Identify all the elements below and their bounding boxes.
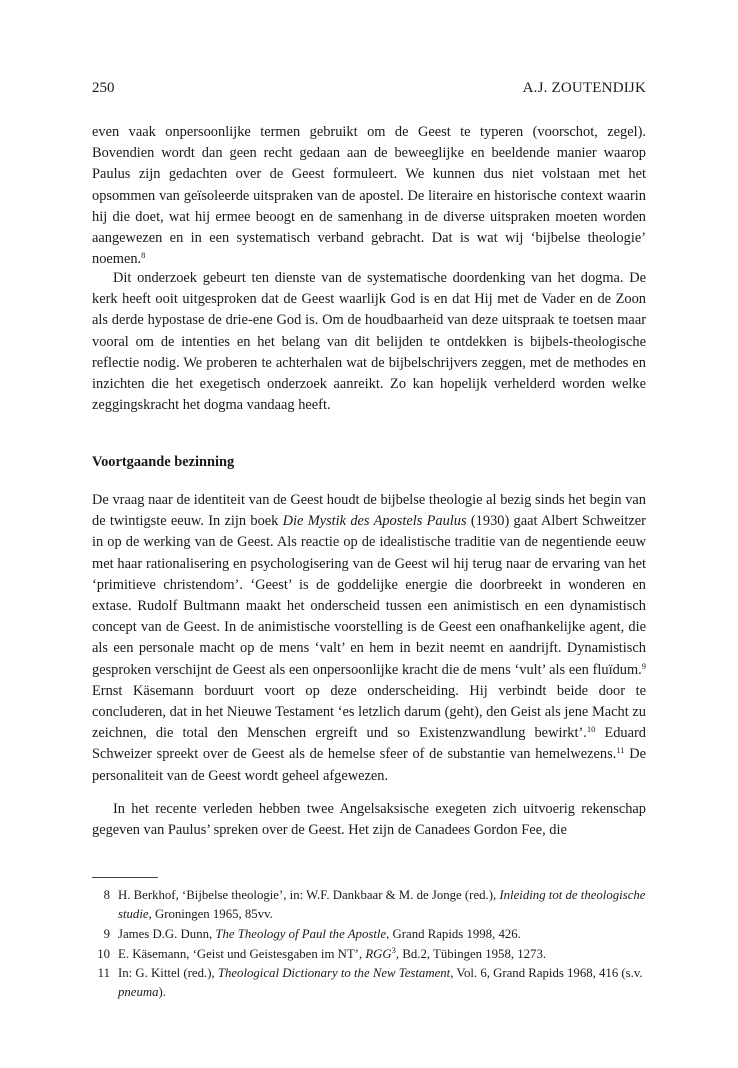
footnote-number: 9 <box>103 927 110 941</box>
footnote-edition-superscript: 3 <box>391 945 396 955</box>
footnote-number: 11 <box>97 966 110 980</box>
paragraph-1-text: even vaak onpersoonlijke termen gebruikt om de Geest te typeren (voorschot, zegel). Bovendien wordt dan geen recht gedaan aan de beweeglijke en beeldende manier waarop Paulus zijn gedachten over de Geest formuleert. We kunnen dus niet volstaan met het opsommen van geïsoleerde uitspraken van de apostel. De literaire en historische context waarin hij die doet, wat hij ermee beoogt en de samenhang in de diverse uitspraken moeten worden aangewezen en in een systematisch verband gebracht. Dat is wat wij ‘bijbelse theologie’ noemen. <box>92 124 646 268</box>
footnote-ref-8[interactable]: 8 <box>141 250 146 261</box>
footnote-ref-9[interactable]: 9 <box>641 660 646 671</box>
footnote-text-part: , Grand Rapids 1998, 426. <box>386 927 521 941</box>
footnote-text-part: , Groningen 1965, 85vv. <box>148 907 273 921</box>
book-title: Die Mystik des Apostels Paulus <box>282 513 467 530</box>
footnote-ref-11[interactable]: 11 <box>616 745 625 756</box>
paragraph-4-text: In het recente verleden hebben twee Angelsaksische exegeten zich uitvoerig rekenschap gegeven van Paulus’ spreken over de Geest. Het zijn de Canadees Gordon Fee, die <box>92 801 646 839</box>
footnote-text <box>118 925 646 944</box>
footnote-text-part: H. Berkhof, ‘Bijbelse theologie’, in: W.F. Dankbaar & M. de Jonge (red.), <box>118 888 500 902</box>
footnote-text-part: , Bd.2, Tübingen 1958, 1273. <box>395 947 547 961</box>
paragraph-3-text-a: De vraag naar de identiteit van de Geest houdt de bijbelse theologie al bezig sinds het begin van de twintigste eeuw. In zijn boek <box>92 492 646 530</box>
section-heading: Voortgaande bezinning <box>92 454 235 470</box>
footnote-text <box>118 945 646 964</box>
footnote-9 <box>92 925 646 944</box>
footnote-term: pneuma <box>118 985 159 999</box>
footnote-title: The Theology of Paul the Apostle <box>215 927 387 941</box>
footnote-number: 8 <box>103 888 110 902</box>
footnote-11 <box>92 964 646 1002</box>
footnote-text-part: , Vol. 6, Grand Rapids 1968, 416 (s.v. <box>450 966 643 980</box>
footnote-ref-10[interactable]: 10 <box>586 724 596 735</box>
paragraph-1 <box>92 122 646 270</box>
footnote-title: Inleiding tot de theologische studie <box>118 888 646 921</box>
running-head-author: A.J. ZOUTENDIJK <box>522 80 646 96</box>
footnote-text-part: ). <box>158 985 166 999</box>
footnote-text-part: James D.G. Dunn, <box>118 927 216 941</box>
paragraph-3-text-d: Eduard Schweizer spreekt over de Geest als de hemelse sfeer of de substantie van hemelwezens. <box>92 725 647 763</box>
footnote-8 <box>92 886 646 924</box>
paragraph-3-text-e: De personaliteit van de Geest wordt geheel afgewezen. <box>92 746 646 784</box>
paragraph-2-text: Dit onderzoek gebeurt ten dienste van de systematische doordenking van het dogma. De kerk heeft ooit uitgesproken dat de Geest waarlijk God is en dat Hij met de Vader en de Zoon als derde hypostase de drie-ene God is. Om de houdbaarheid van deze uitspraak te toetsen maar vooral om de intenties en het belang van dit belijden te ontdekken is bijbels-theologische reflectie nodig. We proberen te achterhalen wat de bijbelschrijvers zeggen, met de methodes en inzichten die het exegetisch onderzoek aanreikt. Zo kan hopelijk verhelderd worden welke zeggingskracht het dogma vandaag heeft. <box>92 270 646 414</box>
paragraph-3 <box>92 490 646 787</box>
footnote-text <box>118 886 646 924</box>
paragraph-2 <box>92 268 646 416</box>
footnote-separator <box>92 877 158 878</box>
footnote-text-part: In: G. Kittel (red.), <box>118 966 218 980</box>
paragraph-3-text-c: Ernst Käsemann borduurt voort op deze onderscheiding. Hij verbindt beide door te concluderen, dat in het Nieuwe Testament ‘es letzlich darum (geht), den Geist als jene Macht zu zeichnen, die total den Menschen ergreift und so Existenzwandlung bewirkt’. <box>92 682 646 742</box>
footnote-text-part: E. Käsemann, ‘Geist und Geistesgaben im NT’, <box>118 947 366 961</box>
page-number: 250 <box>92 80 115 96</box>
paragraph-4 <box>92 799 646 841</box>
paragraph-3-text-b: (1930) gaat Albert Schweitzer in op de werking van de Geest. Als reactie op de idealistische traditie van de negentiende eeuw met haar rationalisering en psychologisering van de Geest wil hij terug naar de ervaring van het ‘primitieve christendom’. ‘Geest’ is de goddelijke energie die doorbreekt in wonderen en extase. Rudolf Bultmann maakt het onderscheid tussen een animistisch en een dynamistisch concept van de Geest. In de animistische voorstelling is de Geest een onafhankelijke agent, die als een personale macht op de mens ‘valt’ en hem in bezit neemt en aandrijft. Dynamistisch gesproken verschijnt de Geest als een onpersoonlijke kracht die de mens ‘vult’ als een fluïdum. <box>92 513 646 678</box>
footnote-title: RGG <box>365 947 392 961</box>
footnote-number: 10 <box>97 947 110 961</box>
footnote-text <box>118 964 646 1002</box>
footnote-10 <box>92 945 646 964</box>
footnote-title: Theological Dictionary to the New Testament <box>217 966 451 980</box>
